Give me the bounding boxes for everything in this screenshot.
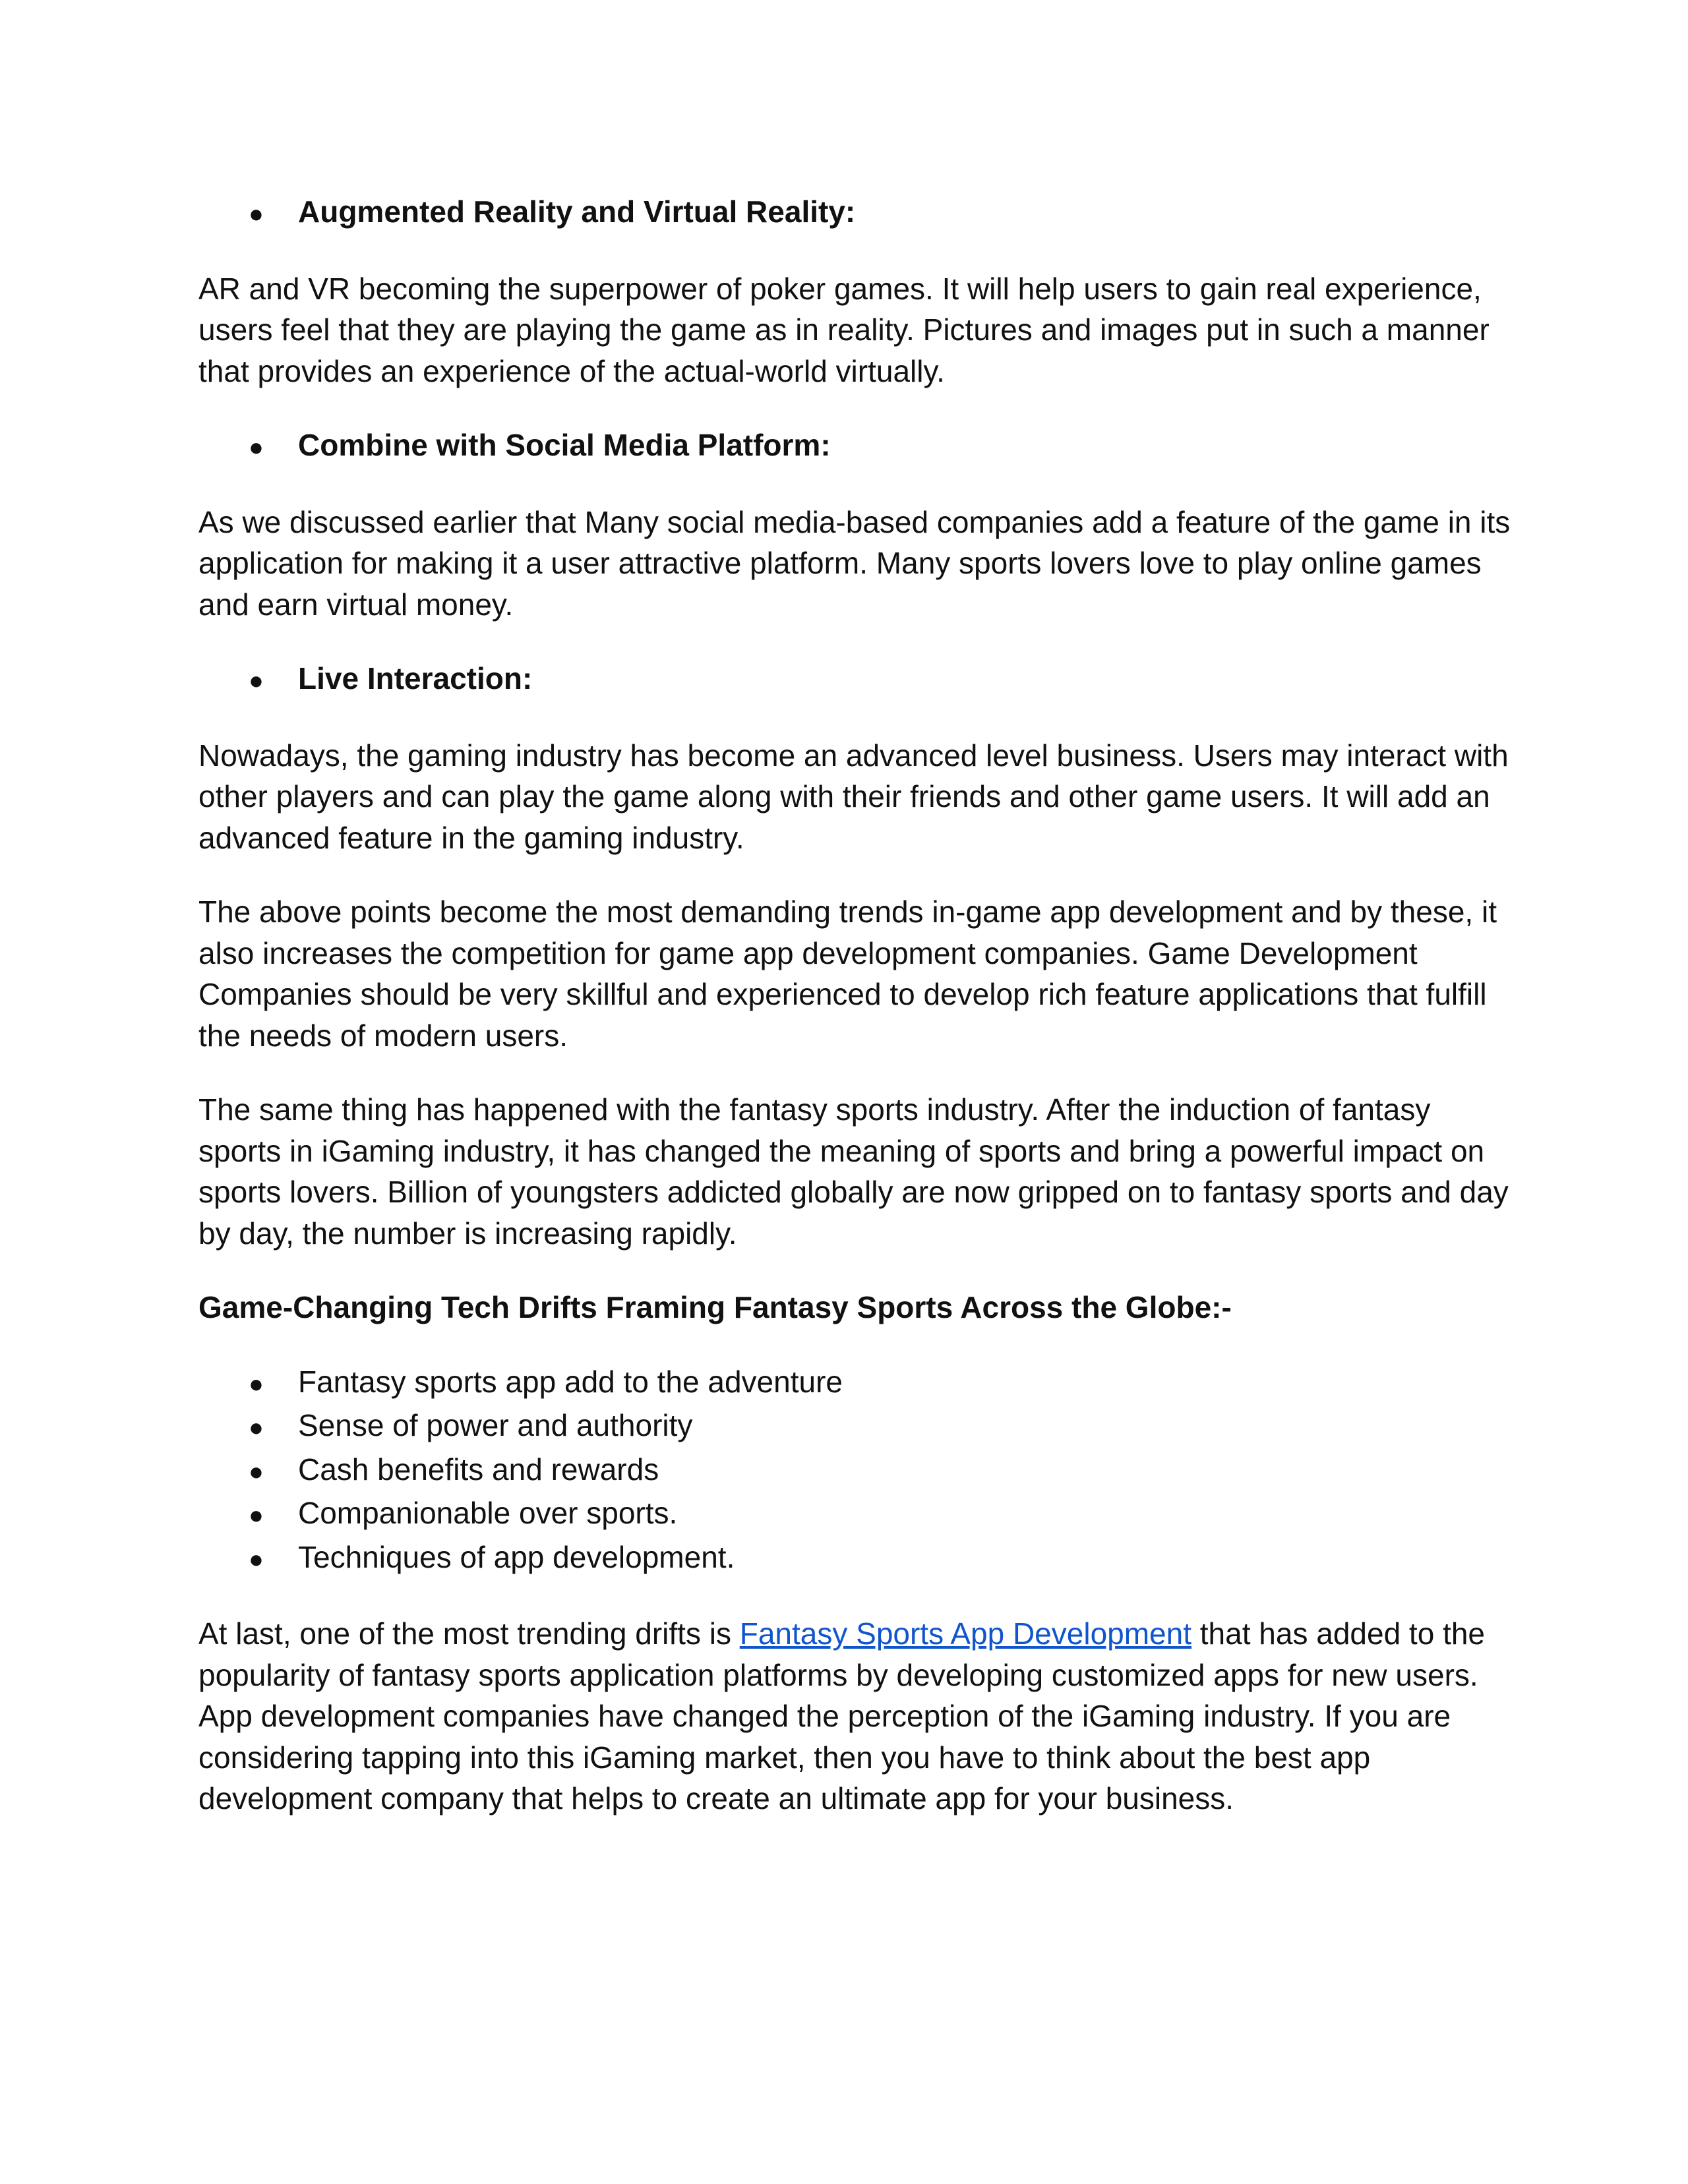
bullet-icon: ● (249, 1502, 264, 1529)
bullet-icon: ● (249, 1458, 264, 1486)
list-item (198, 1361, 1511, 1405)
bullet-icon: ● (249, 200, 264, 228)
tech-drifts-list (198, 1361, 1511, 1581)
list-item (198, 1537, 1511, 1581)
paragraph-social-media: As we discussed earlier that Many social media-based companies add a feature of the game in its application for making it a user attractive platform. Many sports lovers love to play online games and earn virtual money. (198, 504, 1511, 622)
bullet-icon: ● (249, 667, 264, 695)
list-item (198, 1492, 1511, 1537)
section-heading-ar-vr (198, 191, 1511, 235)
paragraph-trends: The above points become the most demanding trends in-game app development and by these, it also increases the competition for game app development companies. Game Development Companies should be very skillful and experienced to develop rich feature applications that fulfill the needs of modern users. (198, 895, 1497, 1053)
conclusion-text-before-link: At last, one of the most trending drifts is (198, 1616, 740, 1651)
list-item-text: Fantasy sports app add to the adventure (298, 1364, 843, 1399)
bullet-icon: ● (249, 1370, 264, 1398)
section-heading-text: Combine with Social Media Platform: (298, 428, 831, 462)
list-item (198, 1449, 1511, 1493)
bullet-icon: ● (249, 1545, 264, 1574)
list-item-text: Sense of power and authority (298, 1408, 693, 1442)
paragraph-ar-vr: AR and VR becoming the superpower of poker games. It will help users to gain real experience, users feel that they are playing the game as in reality. Pictures and images put in such a manner that provides an experience of the actual-world virtually. (198, 271, 1490, 388)
section-heading-live-interaction (198, 658, 1511, 702)
section-heading-text: Augmented Reality and Virtual Reality: (298, 194, 856, 229)
bullet-icon: ● (249, 434, 264, 461)
paragraph-fantasy-sports: The same thing has happened with the fantasy sports industry. After the induction of fantasy sports in iGaming industry, it has changed the meaning of sports and bring a powerful impact on sports lovers. Billion of youngsters addicted globally are now gripped on to fantasy sports and day by day, the number is increasing rapidly. (198, 1092, 1509, 1251)
bullet-icon: ● (249, 1414, 264, 1442)
document-page (198, 191, 1511, 1852)
list-item-text: Cash benefits and rewards (298, 1452, 659, 1487)
section-title: Game-Changing Tech Drifts Framing Fantasy Sports Across the Globe:- (198, 1290, 1232, 1324)
list-item (198, 1405, 1511, 1449)
list-item-text: Companionable over sports. (298, 1496, 678, 1530)
paragraph-conclusion (198, 1613, 1511, 1819)
section-heading-text: Live Interaction: (298, 661, 533, 695)
fantasy-sports-app-development-link[interactable]: Fantasy Sports App Development (739, 1616, 1191, 1651)
section-heading-social-media (198, 425, 1511, 469)
paragraph-live-interaction: Nowadays, the gaming industry has become an advanced level business. Users may interact with other players and can play the game along with their friends and other game users. It will add an advanced feature in the gaming industry. (198, 738, 1509, 855)
list-item-text: Techniques of app development. (298, 1539, 735, 1574)
conclusion-text-after-link: that has added to the popularity of fantasy sports application platforms by developing customized apps for new users. App development companies have changed the perception of the iGaming industry. If you are considering tapping into this iGaming market, then you have to think about the best app development company that helps to create an ultimate app for your business. (198, 1616, 1486, 1815)
